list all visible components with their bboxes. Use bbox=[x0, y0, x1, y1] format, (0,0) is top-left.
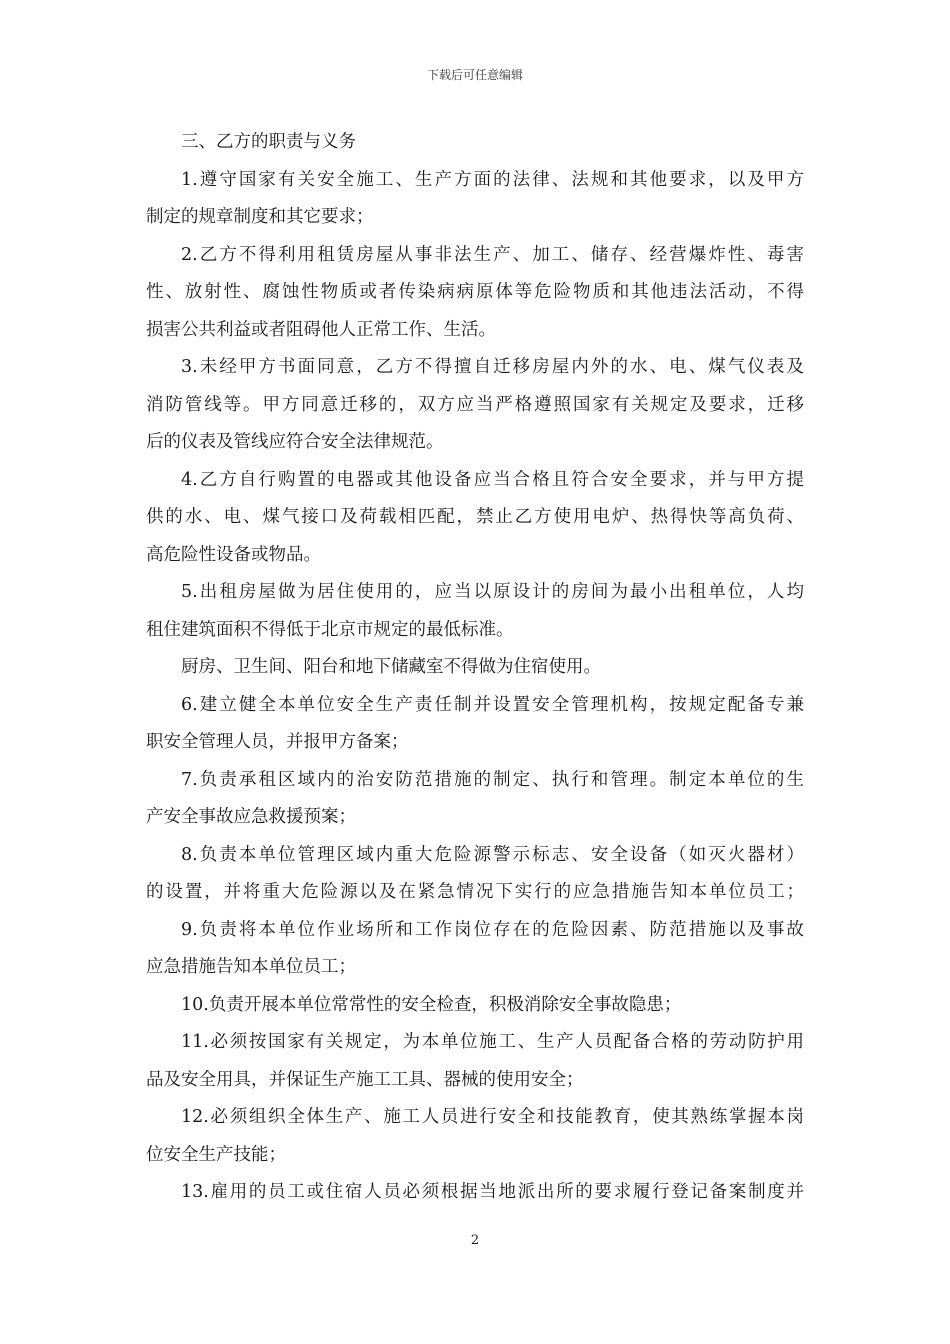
text-line: 1.遵守国家有关安全施工、生产方面的法律、法规和其他要求，以及甲方 bbox=[181, 169, 804, 190]
text-line: 11.必须按国家有关规定，为本单位施工、生产人员配备合格的劳动防护用 bbox=[181, 1032, 804, 1052]
text-line: 7.负责承租区域内的治安防范措施的制定、执行和管理。制定本单位的生 bbox=[181, 769, 804, 790]
text-line: 应急措施告知本单位员工； bbox=[146, 957, 356, 977]
text-line: 高危险性设备或物品。 bbox=[146, 544, 321, 565]
text-line: 10.负责开展本单位常常性的安全检查，积极消除安全事故隐患； bbox=[181, 994, 682, 1015]
text-line: 3.未经甲方书面同意，乙方不得擅自迁移房屋内外的水、电、煤气仪表及 bbox=[181, 357, 804, 377]
paragraph-lines bbox=[146, 124, 804, 1212]
text-line: 租住建筑面积不得低于北京市规定的最低标准。 bbox=[146, 619, 514, 640]
text-line: 损害公共利益或者阻碍他人正常工作、生活。 bbox=[146, 319, 496, 340]
text-line: 后的仪表及管线应符合安全法律规范。 bbox=[146, 432, 444, 452]
text-line: 产安全事故应急救援预案； bbox=[146, 807, 356, 827]
text-line: 性、放射性、腐蚀性物质或者传染病病原体等危险物质和其他违法活动，不得 bbox=[146, 282, 804, 302]
text-line: 12.必须组织全体生产、施工人员进行安全和技能教育，使其熟练掌握本岗 bbox=[181, 1107, 804, 1127]
text-line: 制定的规章制度和其它要求； bbox=[146, 207, 374, 227]
document-body bbox=[146, 124, 804, 1212]
text-line: 6.建立健全本单位安全生产责任制并设置安全管理机构，按规定配备专兼 bbox=[181, 694, 804, 715]
text-line: 位安全生产技能； bbox=[146, 1144, 286, 1165]
text-line: 5.出租房屋做为居住使用的，应当以原设计的房间为最小出租单位，人均 bbox=[181, 582, 804, 602]
text-line: 4.乙方自行购置的电器或其他设备应当合格且符合安全要求，并与甲方提 bbox=[181, 469, 804, 490]
text-line: 厨房、卫生间、阳台和地下储藏室不得做为住宿使用。 bbox=[181, 657, 601, 677]
text-line: 的设置，并将重大危险源以及在紧急情况下实行的应急措施告知本单位员工； bbox=[146, 882, 804, 902]
text-line: 2.乙方不得利用租赁房屋从事非法生产、加工、储存、经营爆炸性、毒害 bbox=[181, 244, 804, 265]
text-line: 消防管线等。甲方同意迁移的，双方应当严格遵照国家有关规定及要求，迁移 bbox=[146, 394, 804, 415]
text-line: 供的水、电、煤气接口及荷载相匹配，禁止乙方使用电炉、热得快等高负荷、 bbox=[146, 507, 804, 527]
text-line: 职安全管理人员，并报甲方备案； bbox=[146, 732, 409, 752]
text-line: 品及安全用具，并保证生产施工工具、器械的使用安全； bbox=[146, 1069, 584, 1090]
page-header: 下载后可任意编辑 bbox=[426, 68, 523, 82]
page-number: 2 bbox=[470, 1233, 480, 1248]
text-line: 9.负责将本单位作业场所和工作岗位存在的危险因素、防范措施以及事故 bbox=[181, 919, 804, 940]
text-line: 8.负责本单位管理区域内重大危险源警示标志、安全设备（如灭火器材） bbox=[181, 844, 804, 865]
text-line: 三、乙方的职责与义务 bbox=[181, 132, 356, 152]
text-line: 13.雇用的员工或住宿人员必须根据当地派出所的要求履行登记备案制度并 bbox=[181, 1182, 804, 1202]
